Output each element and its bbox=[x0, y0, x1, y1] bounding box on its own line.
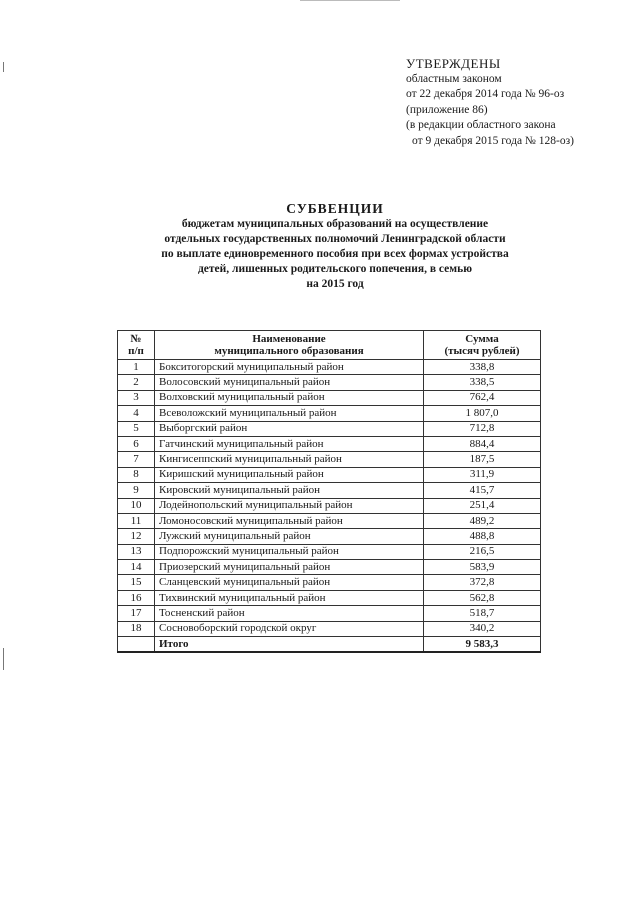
header-number-line1: № bbox=[130, 332, 142, 345]
row-number: 15 bbox=[118, 575, 155, 590]
table-row bbox=[118, 544, 541, 559]
table-row bbox=[118, 529, 541, 544]
header-name-line2: муниципального образования bbox=[214, 345, 364, 357]
row-number: 7 bbox=[118, 452, 155, 467]
row-sum: 1 807,0 bbox=[424, 406, 541, 421]
row-number: 12 bbox=[118, 529, 155, 544]
row-name: Бокситогорский муниципальный район bbox=[155, 360, 424, 375]
table-header-row bbox=[118, 331, 541, 360]
approval-line: от 22 декабря 2014 года № 96-оз bbox=[406, 88, 565, 100]
row-sum: 372,8 bbox=[424, 575, 541, 590]
row-name: Волосовский муниципальный район bbox=[155, 375, 424, 390]
document-title: СУБВЕНЦИИ bbox=[286, 201, 384, 216]
row-name: Киришский муниципальный район bbox=[155, 467, 424, 482]
document-heading bbox=[108, 200, 562, 292]
heading-line: детей, лишенных родительского попечения, в семью bbox=[197, 263, 472, 275]
row-sum: 488,8 bbox=[424, 529, 541, 544]
row-sum: 340,2 bbox=[424, 621, 541, 636]
row-sum: 251,4 bbox=[424, 498, 541, 513]
table-row bbox=[118, 560, 541, 575]
table-row bbox=[118, 498, 541, 513]
row-name: Кингисеппский муниципальный район bbox=[155, 452, 424, 467]
row-sum: 712,8 bbox=[424, 421, 541, 436]
table-row bbox=[118, 375, 541, 390]
row-number: 13 bbox=[118, 544, 155, 559]
row-name: Лужский муниципальный район bbox=[155, 529, 424, 544]
row-number: 17 bbox=[118, 606, 155, 621]
row-name: Приозерский муниципальный район bbox=[155, 560, 424, 575]
total-label: Итого bbox=[155, 637, 424, 653]
header-number bbox=[118, 331, 155, 360]
row-name: Сосновоборский городской округ bbox=[155, 621, 424, 636]
row-name: Волховский муниципальный район bbox=[155, 390, 424, 405]
row-number: 4 bbox=[118, 406, 155, 421]
row-sum: 187,5 bbox=[424, 452, 541, 467]
heading-line: по выплате единовременного пособия при всех формах устройства bbox=[161, 248, 509, 260]
table-row bbox=[118, 421, 541, 436]
row-number: 6 bbox=[118, 436, 155, 451]
row-sum: 562,8 bbox=[424, 590, 541, 605]
table-row bbox=[118, 436, 541, 451]
header-number-line2: п/п bbox=[128, 345, 144, 357]
row-sum: 583,9 bbox=[424, 560, 541, 575]
row-number: 3 bbox=[118, 390, 155, 405]
table-row bbox=[118, 406, 541, 421]
row-name: Тихвинский муниципальный район bbox=[155, 590, 424, 605]
heading-line: отдельных государственных полномочий Ленинградской области bbox=[164, 233, 506, 245]
table-row bbox=[118, 606, 541, 621]
row-sum: 884,4 bbox=[424, 436, 541, 451]
row-sum: 338,5 bbox=[424, 375, 541, 390]
subsidy-table bbox=[117, 330, 541, 653]
row-number: 8 bbox=[118, 467, 155, 482]
row-sum: 518,7 bbox=[424, 606, 541, 621]
table-row bbox=[118, 452, 541, 467]
table-row bbox=[118, 390, 541, 405]
row-number: 9 bbox=[118, 483, 155, 498]
row-name: Ломоносовский муниципальный район bbox=[155, 513, 424, 528]
row-number: 18 bbox=[118, 621, 155, 636]
heading-line: бюджетам муниципальных образований на осуществление bbox=[181, 218, 489, 230]
row-sum: 762,4 bbox=[424, 390, 541, 405]
header-sum-line2: (тысяч рублей) bbox=[444, 345, 520, 357]
scan-edge-mark bbox=[3, 648, 4, 670]
row-name: Всеволожский муниципальный район bbox=[155, 406, 424, 421]
approval-title: УТВЕРЖДЕНЫ bbox=[406, 56, 501, 71]
scan-edge-mark bbox=[300, 0, 400, 1]
header-name-line1: Наименование bbox=[252, 332, 326, 345]
row-number: 2 bbox=[118, 375, 155, 390]
row-sum: 338,8 bbox=[424, 360, 541, 375]
row-number: 11 bbox=[118, 513, 155, 528]
table-row bbox=[118, 483, 541, 498]
table-total-row bbox=[118, 637, 541, 653]
row-name: Выборгский район bbox=[155, 421, 424, 436]
row-number: 10 bbox=[118, 498, 155, 513]
approval-line: от 9 декабря 2015 года № 128-оз) bbox=[412, 134, 574, 147]
table-row bbox=[118, 360, 541, 375]
row-name: Тосненский район bbox=[155, 606, 424, 621]
row-sum: 216,5 bbox=[424, 544, 541, 559]
row-number: 16 bbox=[118, 590, 155, 605]
row-name: Лодейнопольский муниципальный район bbox=[155, 498, 424, 513]
table-row bbox=[118, 575, 541, 590]
row-number: 14 bbox=[118, 560, 155, 575]
approval-line: (в редакции областного закона bbox=[406, 119, 556, 131]
heading-line: на 2015 год bbox=[306, 278, 364, 290]
table-row bbox=[118, 621, 541, 636]
row-name: Гатчинский муниципальный район bbox=[155, 436, 424, 451]
total-sum: 9 583,3 bbox=[424, 637, 541, 653]
row-name: Подпорожский муниципальный район bbox=[155, 544, 424, 559]
row-number: 1 bbox=[118, 360, 155, 375]
row-sum: 489,2 bbox=[424, 513, 541, 528]
header-sum bbox=[424, 331, 541, 360]
total-number-cell bbox=[118, 637, 155, 653]
table-row bbox=[118, 467, 541, 482]
table-row bbox=[118, 590, 541, 605]
row-number: 5 bbox=[118, 421, 155, 436]
row-name: Сланцевский муниципальный район bbox=[155, 575, 424, 590]
approval-stamp bbox=[406, 56, 626, 149]
approval-line: (приложение 86) bbox=[406, 103, 488, 116]
scan-edge-mark bbox=[3, 62, 4, 72]
header-name bbox=[155, 331, 424, 360]
header-sum-line1: Сумма bbox=[465, 332, 499, 345]
row-sum: 415,7 bbox=[424, 483, 541, 498]
row-sum: 311,9 bbox=[424, 467, 541, 482]
approval-line: областным законом bbox=[406, 72, 502, 85]
row-name: Кировский муниципальный район bbox=[155, 483, 424, 498]
table-row bbox=[118, 513, 541, 528]
